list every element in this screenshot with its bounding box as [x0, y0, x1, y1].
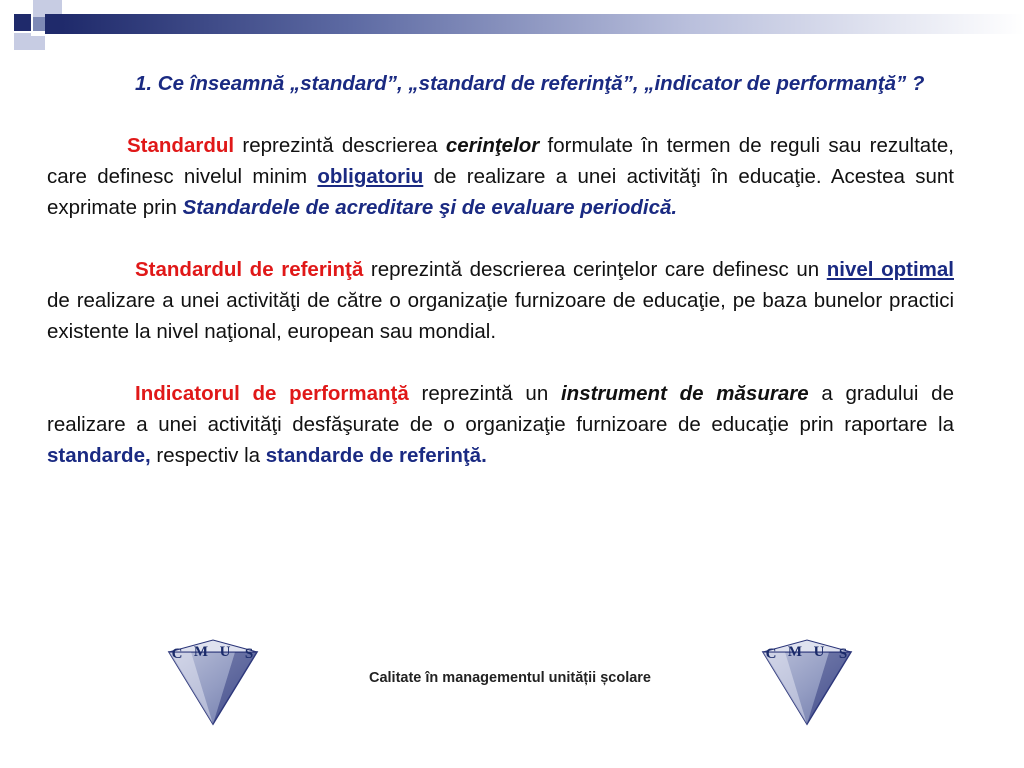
logo-left-s: S: [244, 646, 254, 662]
p3-text-3: respectiv la: [150, 444, 266, 467]
logo-left-u: U: [219, 644, 231, 660]
logo-right-m: M: [787, 644, 803, 660]
p1-cerinte: cerinţelor: [445, 134, 540, 157]
logo-right-s: S: [838, 646, 848, 662]
main-content: [47, 68, 954, 471]
cmus-logo-right-icon: [757, 636, 857, 728]
header-gradient-bar: [62, 14, 1024, 34]
cmus-logo-left-icon: [163, 636, 263, 728]
p3-standarde: standarde,: [47, 444, 151, 467]
p1-obligatoriu: obligatoriu: [317, 165, 424, 188]
footer-caption: Calitate în managementul unității școlare: [368, 670, 651, 686]
term-standard: Standardul: [127, 134, 235, 157]
logo-right-u: U: [813, 644, 825, 660]
p1-standardele: Standardele de acreditare şi de evaluare periodică.: [182, 196, 678, 219]
deco-square-6: [45, 14, 62, 34]
page-title: [47, 68, 954, 99]
title-text: 1. Ce înseamnă „standard”, „standard de referinţă”, „indicator de performanţă” ?: [135, 72, 925, 95]
p1-text-3: de realizare a unei activităţi în educaţie. Acestea sunt exprimate prin: [47, 165, 954, 219]
p2-nivel-optimal: nivel optimal: [826, 258, 954, 281]
p3-standarde-referinta: standarde de referinţă.: [265, 444, 487, 467]
paragraph-indicator: [47, 378, 954, 471]
p3-text-1: reprezintă un: [408, 382, 561, 405]
deco-square-1: [14, 14, 31, 31]
p3-instrument: instrument de măsurare: [560, 382, 809, 405]
term-standard-referinta: Standardul de referinţă: [135, 258, 364, 281]
deco-square-4: [14, 33, 31, 50]
p2-text-1: reprezintă descrierea cerinţelor care definesc un: [363, 258, 827, 281]
p1-text-1: reprezintă descrierea: [234, 134, 446, 157]
term-indicator: Indicatorul de performanţă: [135, 382, 409, 405]
p2-text-2: de realizare a unei activităţi de către o organizaţie furnizoare de educaţie, pe baza bunelor practici existente la nivel naţional, european sau mondial.: [47, 289, 954, 343]
p3-text-2: a gradului de realizare a unei activităţi desfăşurate de o organizaţie furnizoare de educaţie prin raportare la: [47, 382, 954, 436]
p1-text-2: formulate în termen de reguli sau rezultate, care definesc nivelul minim: [47, 134, 954, 188]
logo-right-c: C: [765, 646, 777, 662]
deco-square-3: [48, 0, 62, 14]
logo-left-m: M: [193, 644, 209, 660]
paragraph-standard: [47, 130, 954, 223]
paragraph-standard-referinta: [47, 254, 954, 347]
deco-square-7: [31, 36, 45, 50]
logo-left-c: C: [171, 646, 183, 662]
